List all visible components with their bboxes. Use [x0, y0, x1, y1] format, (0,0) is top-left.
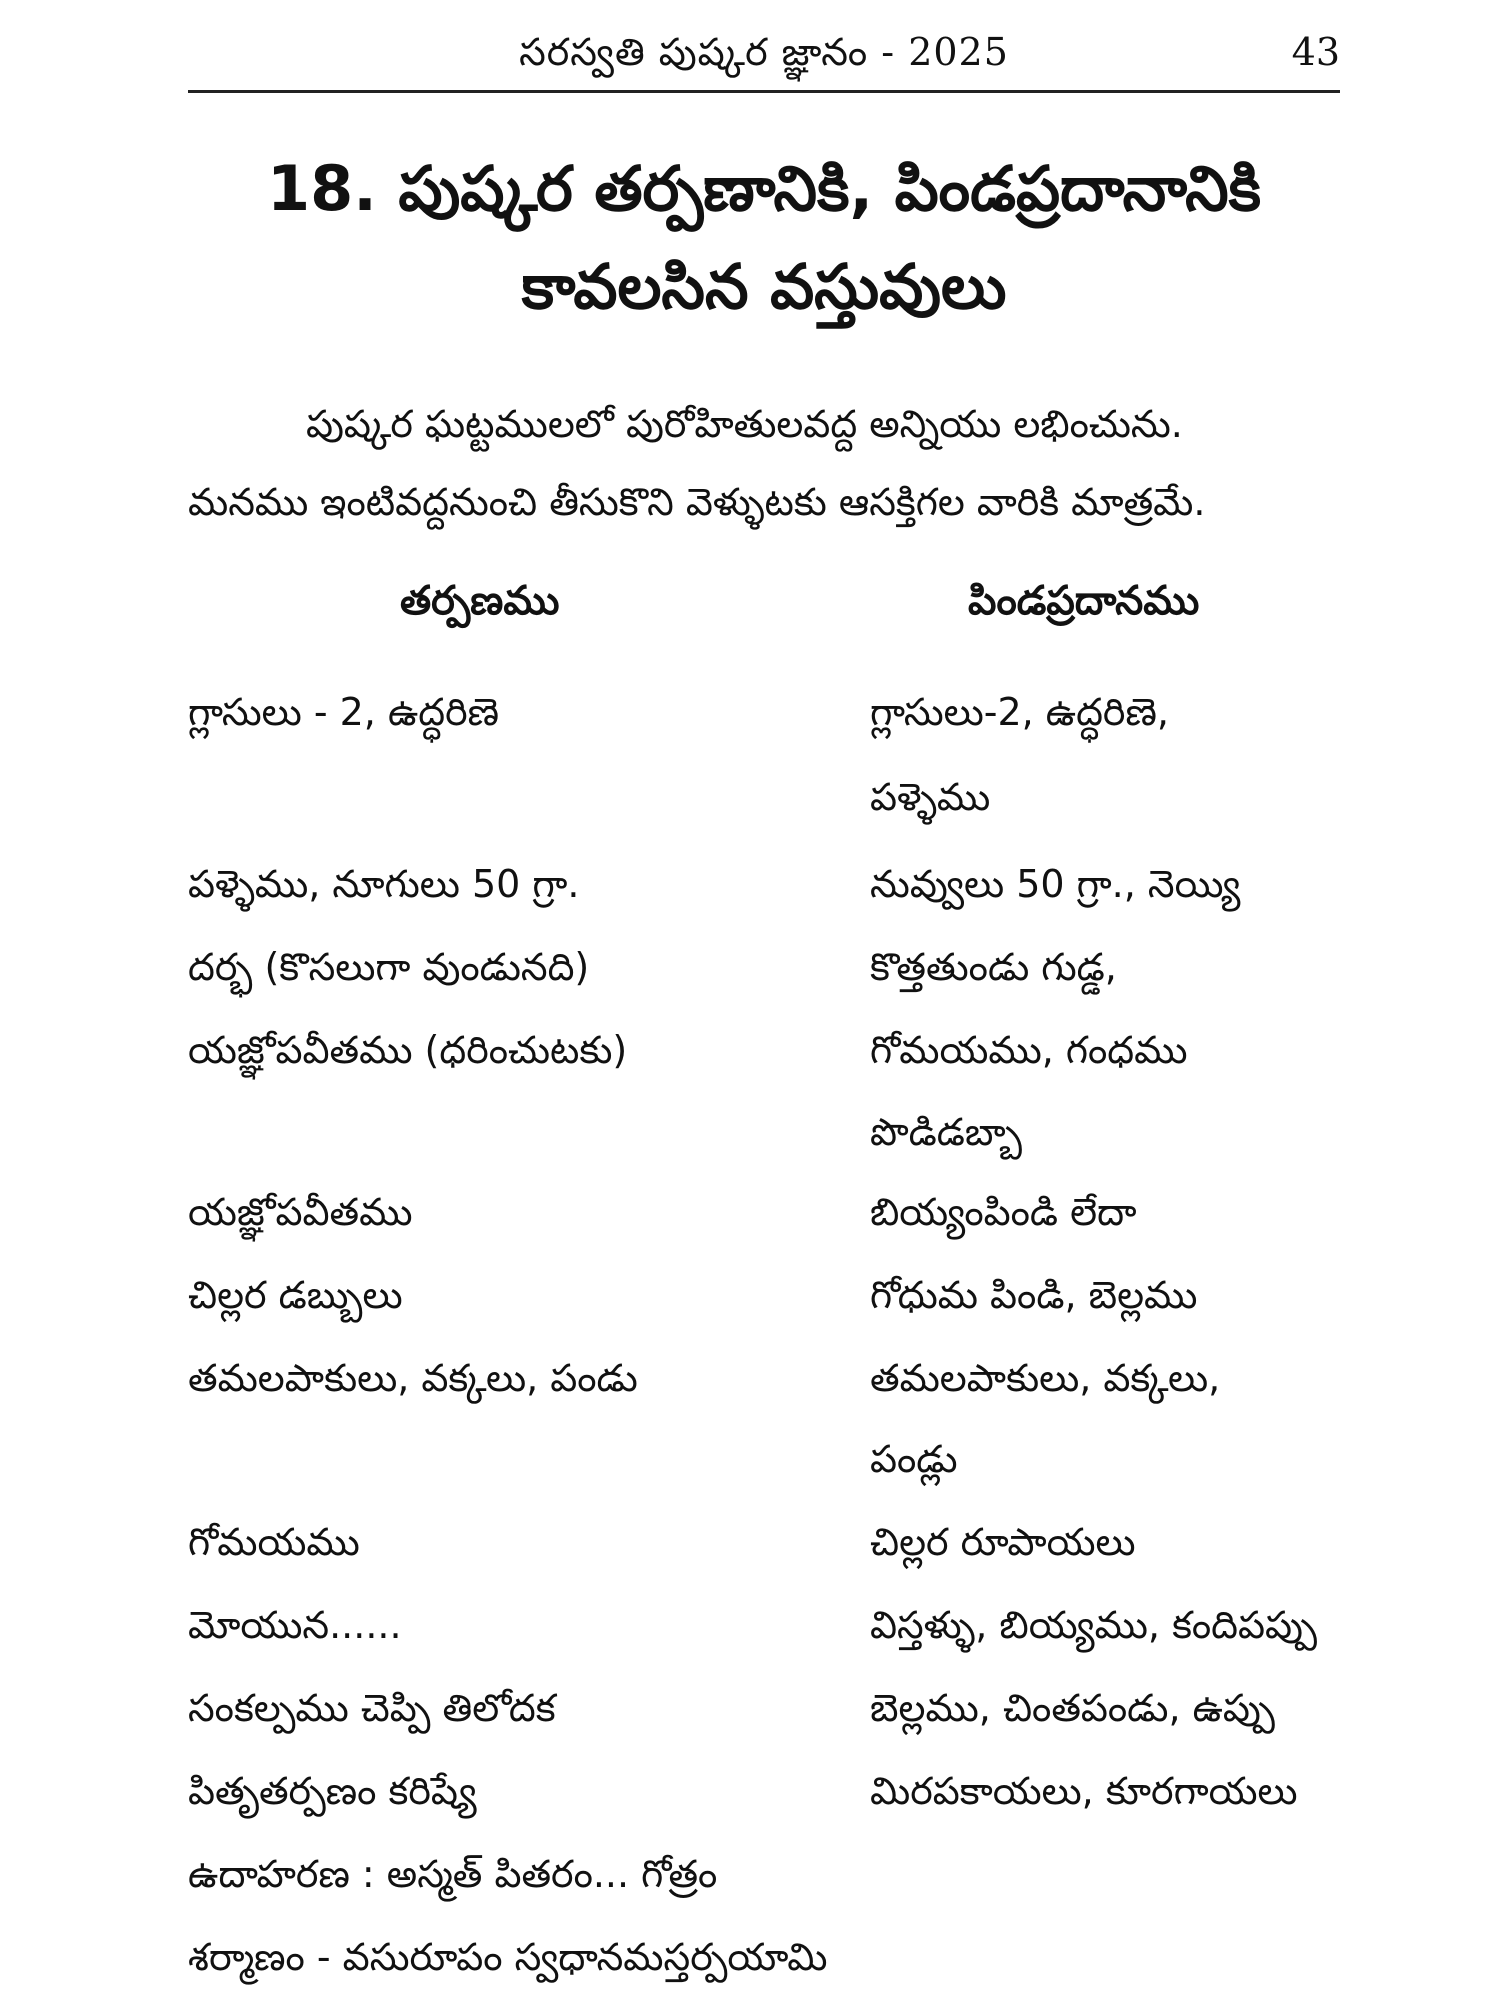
left-item: యజ్ఞోపవీతము (ధరించుటకు)	[188, 1028, 628, 1072]
right-item: చిల్లర రూపాయలు	[870, 1520, 1136, 1564]
right-item: కొత్తతుండు గుడ్డ,	[870, 945, 1117, 989]
left-item: దర్భ (కొసలుగా వుండునది)	[188, 945, 590, 989]
right-item: పండ్లు	[870, 1437, 958, 1481]
header-rule	[188, 90, 1340, 93]
right-item: తమలపాకులు, వక్కలు,	[870, 1356, 1221, 1400]
intro-line-2: మనము ఇంటివద్దనుంచి తీసుకొని వెళ్ళుటకు ఆసక్తిగల వారికి మాత్రమే.	[188, 480, 1206, 524]
chapter-title	[188, 140, 1340, 336]
right-item: మిరపకాయలు, కూరగాయలు	[870, 1769, 1298, 1813]
right-item: బెల్లము, చింతపండు, ఉప్పు	[870, 1686, 1275, 1730]
intro-line-1: పుష్కర ఘట్టములలో పురోహితులవద్ద అన్నియు లభించును.	[306, 402, 1183, 446]
right-item: విస్తళ్ళు, బియ్యము, కందిపప్పు	[870, 1603, 1318, 1647]
left-item: గోమయము	[188, 1520, 360, 1564]
left-item: గ్లాసులు - 2, ఉద్ధరిణె	[188, 690, 500, 734]
right-item: బియ్యంపిండి లేదా	[870, 1190, 1137, 1234]
left-item: చిల్లర డబ్బులు	[188, 1273, 403, 1317]
right-item: గ్లాసులు-2, ఉద్ధరిణె,	[870, 690, 1169, 734]
left-column-heading: తర్పణము	[400, 578, 560, 624]
left-item: పళ్ళెము, నూగులు 50 గ్రా.	[188, 862, 580, 906]
right-item: పొడిడబ్బా	[870, 1110, 1023, 1154]
right-item: గోధుమ పిండి, బెల్లము	[870, 1273, 1198, 1317]
left-item: ఉదాహరణ : అస్మత్ పితరం... గోత్రం	[188, 1852, 718, 1896]
chapter-title-line-1: 18. పుష్కర తర్పణానికి, పిండప్రదానానికి	[266, 152, 1262, 225]
left-item: యజ్ఞోపవీతము	[188, 1190, 413, 1234]
left-item: పితృతర్పణం కరిష్యే	[188, 1769, 477, 1813]
running-title: సరస్వతి పుష్కర జ్ఞానం - 2025	[519, 30, 1009, 74]
running-header	[188, 22, 1340, 82]
chapter-title-line-2: కావలసిన వస్తువులు	[521, 250, 1007, 323]
right-item: నువ్వులు 50 గ్రా., నెయ్యి	[870, 862, 1241, 906]
right-item: గోమయము, గంధము	[870, 1028, 1188, 1072]
left-item: మోయున......	[188, 1603, 402, 1647]
left-item: సంకల్పము చెప్పి తిలోదక	[188, 1686, 556, 1730]
page-number: 43	[1291, 30, 1340, 74]
right-item: పళ్ళెము	[870, 775, 991, 819]
right-column-heading: పిండప్రదానము	[968, 578, 1200, 624]
intro-paragraph	[188, 385, 1340, 541]
left-item: తమలపాకులు, వక్కలు, పండు	[188, 1356, 638, 1400]
left-item: శర్మాణం - వసురూపం స్వధానమస్తర్పయామి	[188, 1935, 828, 1979]
